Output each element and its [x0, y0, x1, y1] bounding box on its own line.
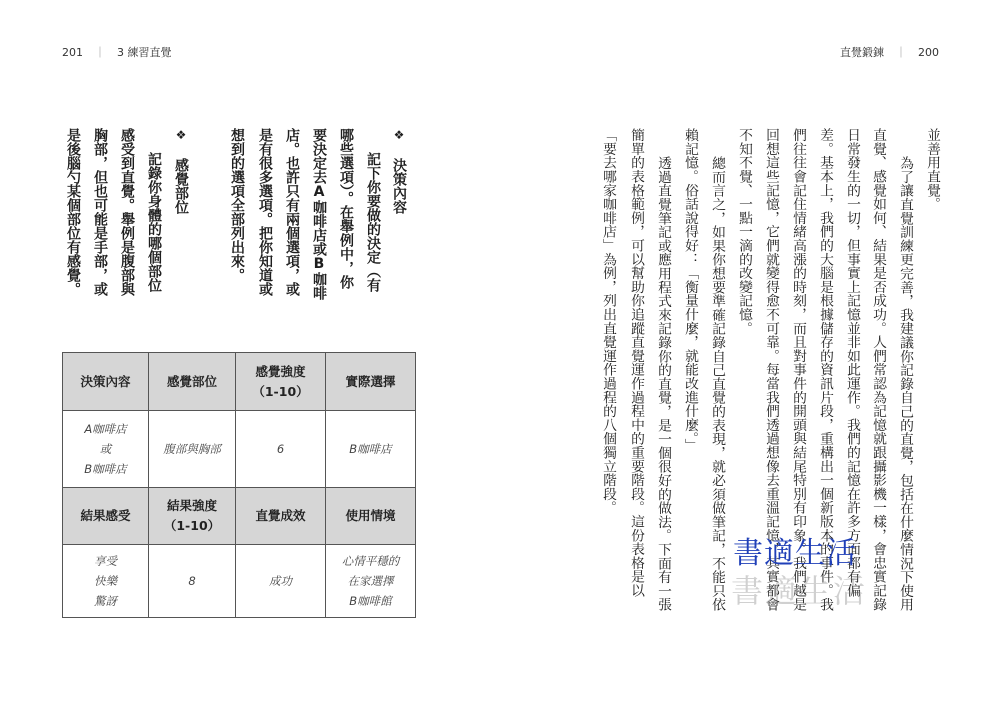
text-column: 為了讓直覺訓練更完善，我建議你記錄自己的直覺，包括在什麼情況下使用 — [897, 156, 913, 612]
table-cell: 享受 快樂 驚訝 — [63, 545, 149, 618]
section-heading-decision — [385, 128, 412, 214]
text-column: 是有很多選項。把你知道或 — [257, 128, 273, 296]
table-header-cell: 感覺部位 — [149, 353, 236, 411]
table-cell: 腹部與胸部 — [149, 411, 236, 488]
text-column: 差。基本上，我們的大腦是根據儲存的資訊片段，重構出一個新版本的事件。我 — [817, 128, 833, 611]
text-column: 哪些選項）。在舉例中，你 — [338, 128, 354, 289]
section-heading-text: 感覺部位 — [173, 158, 189, 214]
text-column: 要決定去A咖啡店或B咖啡 — [311, 128, 327, 300]
table-cell: 6 — [236, 411, 326, 488]
table-header-row — [63, 353, 416, 411]
right-running-header — [840, 44, 939, 60]
table-header-row — [63, 488, 416, 545]
intuition-log-table — [62, 352, 416, 618]
text-column: 直覺、感覺如何、結果是否成功。人們常認為記憶就跟攝影機一樣，會忠實記錄 — [870, 128, 886, 611]
table-cell: 心情平穩的 在家選擇 B咖啡館 — [326, 545, 416, 618]
left-page-number: 201 — [62, 46, 83, 59]
text-column: 透過直覺筆記或應用程式來記錄你的直覺，是一個很好的做法。下面有一張 — [655, 156, 671, 612]
table-header-cell: 直覺成效 — [236, 488, 326, 545]
text-column: 日常發生的一切，但事實上記憶並非如此運作。我們的記憶在許多方面都有偏 — [844, 128, 860, 598]
header-separator: ｜ — [895, 46, 907, 59]
left-chapter-title: 3 練習直覺 — [117, 46, 172, 59]
text-column: 簡單的表格範例，可以幫助你追蹤直覺運作過程中的重要階段。這份表格是以 — [628, 128, 644, 598]
section-heading-text: 決策內容 — [391, 158, 407, 214]
text-column: 記下你要做的決定（有 — [365, 152, 381, 292]
text-column: 感受到直覺。舉例是腹部與 — [119, 128, 135, 296]
right-section-title: 直覺鍛鍊 — [840, 46, 884, 59]
right-page-number: 200 — [918, 46, 939, 59]
left-running-header — [62, 44, 172, 60]
watermark-shadow: 書適生活 — [731, 572, 868, 610]
diamond-bullet-icon: ❖ — [392, 128, 406, 142]
text-column: 不知不覺、一點一滴的改變記憶。 — [736, 128, 752, 335]
watermark-logo: 書適生活 — [733, 536, 857, 571]
text-column: 總而言之，如果你想要準確記錄自己直覺的表現，就必須做筆記，不能只依 — [709, 156, 725, 612]
text-column: 並善用直覺。 — [924, 128, 940, 211]
table-cell: B咖啡店 — [326, 411, 416, 488]
table-header-cell: 結果強度 （1-10） — [149, 488, 236, 545]
table-header-cell: 感覺強度 （1-10） — [236, 353, 326, 411]
table-row — [63, 411, 416, 488]
text-column: 「要去哪家咖啡店」為例，列出直覺運作過程的八個獨立階段。 — [600, 128, 616, 515]
text-column: 店。也許只有兩個選項，或 — [284, 128, 300, 296]
text-column: 是後腦勺某個部位有感覺。 — [65, 128, 81, 296]
table-row — [63, 545, 416, 618]
diamond-bullet-icon: ❖ — [174, 128, 188, 142]
table-header-cell: 結果感受 — [63, 488, 149, 545]
text-column: 記錄你身體的哪個部位 — [146, 152, 162, 292]
section-heading-body-location — [167, 128, 194, 214]
table-cell: 成功 — [236, 545, 326, 618]
table-cell: 8 — [149, 545, 236, 618]
table-cell: A咖啡店 或 B咖啡店 — [63, 411, 149, 488]
text-column: 胸部，但也可能是手部，或 — [92, 128, 108, 296]
table-header-cell: 使用情境 — [326, 488, 416, 545]
text-column: 回想這些記憶，它們就變得愈不可靠。每當我們透過想像去重溫記憶，其實都會 — [763, 128, 779, 611]
text-column: 想到的選項全部列出來。 — [229, 128, 245, 282]
table-header-cell: 實際選擇 — [326, 353, 416, 411]
header-separator: ｜ — [94, 46, 106, 59]
table-header-cell: 決策內容 — [63, 353, 149, 411]
text-column: 賴記憶。俗話說得好：「衡量什麼，就能改進什麼。」 — [682, 128, 698, 453]
text-column: 們往往會記住情緒高漲的時刻，而且對事件的開頭與結尾特別有印象。我們越是 — [790, 128, 806, 611]
